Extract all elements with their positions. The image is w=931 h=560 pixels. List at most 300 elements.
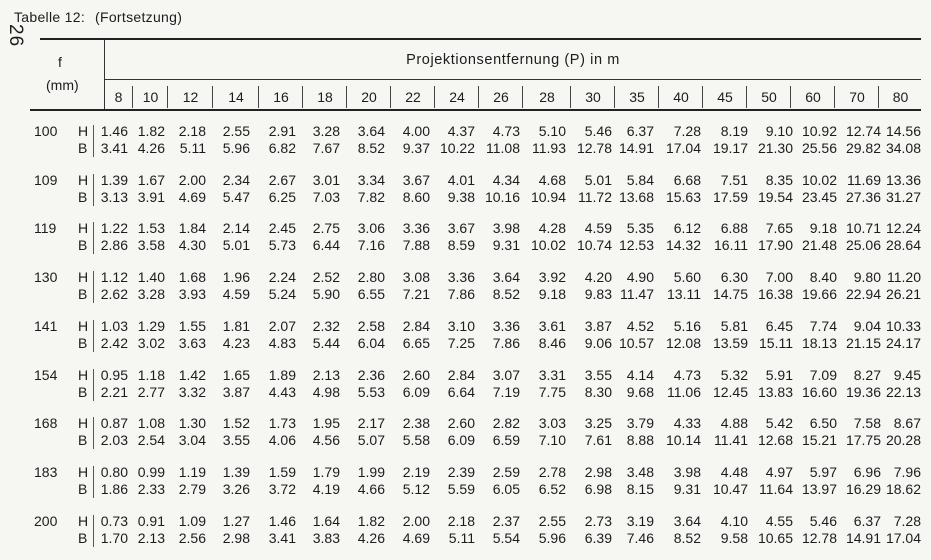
width-value-cell: 3.32 [178, 384, 206, 400]
width-value-cell: 10.14 [665, 432, 701, 448]
width-value-cell: 6.09 [447, 432, 475, 448]
width-value-cell: 8.60 [402, 189, 430, 205]
width-value-cell: 16.11 [714, 237, 748, 253]
height-value-cell: 5.91 [765, 367, 793, 383]
row-divider [93, 222, 94, 254]
height-row-label: H [78, 123, 89, 139]
width-value-cell: 13.59 [712, 335, 748, 351]
width-value-cell: 3.28 [137, 286, 165, 302]
height-value-cell: 1.64 [312, 513, 340, 529]
height-value-cell: 4.33 [673, 415, 701, 431]
width-value-cell: 20.28 [885, 432, 921, 448]
width-value-cell: 16.60 [801, 384, 837, 400]
height-value-cell: 4.68 [538, 172, 566, 188]
height-value-cell: 9.04 [853, 318, 881, 334]
width-value-cell: 2.98 [222, 530, 250, 546]
width-value-cell: 27.36 [845, 189, 881, 205]
height-value-cell: 2.84 [447, 367, 475, 383]
width-value-cell: 5.53 [357, 384, 385, 400]
height-value-cell: 8.35 [765, 172, 793, 188]
width-value-cell: 34.08 [885, 140, 921, 156]
height-value-cell: 2.17 [357, 415, 385, 431]
height-value-cell: 6.50 [809, 415, 837, 431]
width-value-cell: 4.69 [178, 189, 206, 205]
width-value-cell: 5.54 [492, 530, 520, 546]
width-value-cell: 7.86 [492, 335, 520, 351]
distance-header-cell: 16 [258, 86, 303, 108]
height-value-cell: 5.16 [673, 318, 701, 334]
width-value-cell: 9.31 [492, 237, 520, 253]
width-value-cell: 2.77 [137, 384, 165, 400]
height-value-cell: 3.87 [584, 318, 612, 334]
height-value-cell: 1.82 [137, 123, 165, 139]
width-value-cell: 6.25 [268, 189, 296, 205]
height-value-cell: 4.01 [447, 172, 475, 188]
width-value-cell: 2.54 [137, 432, 165, 448]
height-value-cell: 3.64 [673, 513, 701, 529]
width-value-cell: 19.54 [757, 189, 793, 205]
page-number: 26 [5, 24, 26, 48]
height-value-cell: 3.31 [538, 367, 566, 383]
height-value-cell: 3.48 [626, 464, 654, 480]
height-value-cell: 11.69 [847, 172, 881, 188]
height-value-cell: 6.68 [673, 172, 701, 188]
height-value-cell: 12.74 [845, 123, 881, 139]
width-value-cell: 8.59 [447, 237, 475, 253]
width-value-cell: 8.52 [673, 530, 701, 546]
height-value-cell: 1.18 [137, 367, 165, 383]
height-value-cell: 6.30 [720, 269, 748, 285]
height-value-cell: 4.37 [447, 123, 475, 139]
height-value-cell: 7.51 [720, 172, 748, 188]
height-value-cell: 3.08 [402, 269, 430, 285]
height-value-cell: 3.19 [626, 513, 654, 529]
height-value-cell: 2.19 [402, 464, 430, 480]
width-value-cell: 7.21 [402, 286, 430, 302]
height-value-cell: 1.03 [100, 318, 128, 334]
height-value-cell: 1.30 [178, 415, 206, 431]
width-value-cell: 9.83 [584, 286, 612, 302]
width-value-cell: 3.91 [137, 189, 165, 205]
width-value-cell: 4.43 [268, 384, 296, 400]
height-value-cell: 8.40 [809, 269, 837, 285]
height-value-cell: 1.52 [222, 415, 250, 431]
width-value-cell: 5.59 [447, 481, 475, 497]
width-value-cell: 4.56 [312, 432, 340, 448]
width-value-cell: 7.03 [312, 189, 340, 205]
width-value-cell: 7.86 [447, 286, 475, 302]
width-row-label: B [78, 481, 88, 497]
height-row-label: H [78, 269, 89, 285]
width-value-cell: 7.19 [492, 384, 520, 400]
width-value-cell: 21.30 [757, 140, 793, 156]
width-value-cell: 4.19 [312, 481, 340, 497]
height-value-cell: 0.80 [100, 464, 128, 480]
distance-header-cell: 26 [478, 86, 523, 108]
height-value-cell: 5.97 [809, 464, 837, 480]
width-value-cell: 10.22 [439, 140, 475, 156]
width-value-cell: 10.74 [576, 237, 612, 253]
height-value-cell: 2.98 [584, 464, 612, 480]
width-value-cell: 8.88 [626, 432, 654, 448]
width-value-cell: 6.59 [492, 432, 520, 448]
height-value-cell: 4.00 [402, 123, 430, 139]
height-value-cell: 3.61 [538, 318, 566, 334]
height-value-cell: 1.67 [137, 172, 165, 188]
height-value-cell: 10.02 [801, 172, 837, 188]
height-value-cell: 1.84 [178, 220, 206, 236]
height-value-cell: 3.67 [402, 172, 430, 188]
height-value-cell: 4.73 [673, 367, 701, 383]
height-value-cell: 7.09 [809, 367, 837, 383]
height-value-cell: 2.39 [447, 464, 475, 480]
height-value-cell: 4.88 [720, 415, 748, 431]
height-value-cell: 3.67 [447, 220, 475, 236]
width-value-cell: 17.04 [665, 140, 701, 156]
row-divider [93, 515, 94, 547]
width-value-cell: 6.09 [402, 384, 430, 400]
height-row-label: H [78, 318, 89, 334]
width-value-cell: 4.66 [357, 481, 385, 497]
height-value-cell: 5.42 [765, 415, 793, 431]
height-value-cell: 5.01 [584, 172, 612, 188]
width-value-cell: 18.62 [885, 481, 921, 497]
height-value-cell: 3.64 [492, 269, 520, 285]
width-row-label: B [78, 237, 88, 253]
width-value-cell: 2.86 [100, 237, 128, 253]
width-value-cell: 6.55 [357, 286, 385, 302]
height-value-cell: 4.28 [538, 220, 566, 236]
width-value-cell: 25.56 [801, 140, 837, 156]
width-value-cell: 10.16 [484, 189, 520, 205]
row-divider [93, 271, 94, 303]
width-value-cell: 11.93 [532, 140, 566, 156]
width-value-cell: 5.24 [268, 286, 296, 302]
width-value-cell: 3.41 [100, 140, 128, 156]
width-value-cell: 9.68 [626, 384, 654, 400]
width-value-cell: 15.21 [801, 432, 837, 448]
height-value-cell: 4.10 [720, 513, 748, 529]
height-row-label: H [78, 415, 89, 431]
width-value-cell: 2.56 [178, 530, 206, 546]
height-value-cell: 10.92 [801, 123, 837, 139]
height-value-cell: 7.96 [893, 464, 921, 480]
height-value-cell: 1.59 [268, 464, 296, 480]
width-value-cell: 6.65 [402, 335, 430, 351]
height-value-cell: 4.14 [626, 367, 654, 383]
distance-header-cell: 14 [212, 86, 259, 108]
width-value-cell: 13.97 [801, 481, 837, 497]
width-value-cell: 13.83 [757, 384, 793, 400]
height-value-cell: 4.48 [720, 464, 748, 480]
width-value-cell: 19.36 [845, 384, 881, 400]
height-value-cell: 5.84 [626, 172, 654, 188]
height-value-cell: 2.60 [402, 367, 430, 383]
height-value-cell: 2.00 [178, 172, 206, 188]
width-value-cell: 3.55 [222, 432, 250, 448]
height-value-cell: 4.34 [492, 172, 520, 188]
focal-length-value: 200 [34, 513, 58, 529]
height-value-cell: 1.40 [137, 269, 165, 285]
height-value-cell: 2.18 [447, 513, 475, 529]
width-value-cell: 3.13 [100, 189, 128, 205]
height-value-cell: 5.81 [720, 318, 748, 334]
height-value-cell: 2.52 [312, 269, 340, 285]
focal-length-value: 100 [34, 123, 58, 139]
width-value-cell: 3.93 [178, 286, 206, 302]
width-row-label: B [78, 432, 88, 448]
height-value-cell: 4.20 [584, 269, 612, 285]
height-value-cell: 1.27 [222, 513, 250, 529]
width-value-cell: 29.82 [845, 140, 881, 156]
distance-header-cell: 30 [570, 86, 615, 108]
height-value-cell: 1.46 [268, 513, 296, 529]
width-value-cell: 7.61 [584, 432, 612, 448]
width-value-cell: 10.65 [757, 530, 793, 546]
width-value-cell: 11.47 [620, 286, 654, 302]
height-value-cell: 1.81 [222, 318, 250, 334]
height-value-cell: 5.35 [626, 220, 654, 236]
row-divider [93, 369, 94, 401]
height-value-cell: 1.39 [100, 172, 128, 188]
width-value-cell: 5.44 [312, 335, 340, 351]
top-rule [40, 38, 921, 40]
height-value-cell: 4.59 [584, 220, 612, 236]
height-value-cell: 1.39 [222, 464, 250, 480]
height-value-cell: 11.20 [887, 269, 921, 285]
width-value-cell: 5.07 [357, 432, 385, 448]
width-value-cell: 5.47 [222, 189, 250, 205]
row-divider [93, 417, 94, 449]
height-value-cell: 4.90 [626, 269, 654, 285]
header-bottom-rule [30, 109, 921, 111]
width-row-label: B [78, 530, 88, 546]
height-value-cell: 7.28 [673, 123, 701, 139]
height-value-cell: 9.45 [893, 367, 921, 383]
width-value-cell: 17.04 [885, 530, 921, 546]
width-value-cell: 25.06 [845, 237, 881, 253]
height-value-cell: 2.84 [402, 318, 430, 334]
width-value-cell: 6.44 [312, 237, 340, 253]
width-value-cell: 16.29 [845, 481, 881, 497]
height-value-cell: 1.46 [100, 123, 128, 139]
height-value-cell: 0.87 [100, 415, 128, 431]
height-value-cell: 2.60 [447, 415, 475, 431]
width-value-cell: 6.64 [447, 384, 475, 400]
height-value-cell: 2.58 [357, 318, 385, 334]
distance-header-cell: 70 [834, 86, 879, 108]
width-value-cell: 11.06 [667, 384, 701, 400]
width-value-cell: 3.72 [268, 481, 296, 497]
height-value-cell: 13.36 [885, 172, 921, 188]
height-value-cell: 1.12 [100, 269, 128, 285]
width-row-label: B [78, 140, 88, 156]
height-value-cell: 2.80 [357, 269, 385, 285]
width-value-cell: 5.96 [538, 530, 566, 546]
height-value-cell: 5.32 [720, 367, 748, 383]
height-value-cell: 6.37 [626, 123, 654, 139]
width-value-cell: 11.64 [759, 481, 793, 497]
width-value-cell: 2.21 [100, 384, 128, 400]
row-divider [93, 174, 94, 206]
width-value-cell: 17.59 [712, 189, 748, 205]
distance-header-cell: 10 [132, 86, 168, 108]
width-value-cell: 7.46 [626, 530, 654, 546]
width-value-cell: 5.58 [402, 432, 430, 448]
width-value-cell: 6.04 [357, 335, 385, 351]
width-value-cell: 4.26 [137, 140, 165, 156]
height-value-cell: 2.55 [538, 513, 566, 529]
height-value-cell: 2.45 [268, 220, 296, 236]
width-value-cell: 3.87 [222, 384, 250, 400]
distance-header-cell: 12 [167, 86, 213, 108]
height-value-cell: 1.53 [137, 220, 165, 236]
width-value-cell: 31.27 [885, 189, 921, 205]
width-value-cell: 10.94 [530, 189, 566, 205]
width-value-cell: 1.70 [100, 530, 128, 546]
height-value-cell: 2.82 [492, 415, 520, 431]
width-value-cell: 19.17 [712, 140, 748, 156]
width-value-cell: 7.67 [312, 140, 340, 156]
width-value-cell: 11.41 [714, 432, 748, 448]
height-value-cell: 3.06 [357, 220, 385, 236]
width-value-cell: 3.04 [178, 432, 206, 448]
height-value-cell: 4.97 [765, 464, 793, 480]
width-value-cell: 13.68 [618, 189, 654, 205]
focal-length-value: 183 [34, 464, 58, 480]
width-value-cell: 9.38 [447, 189, 475, 205]
focal-length-value: 119 [34, 220, 57, 236]
width-value-cell: 7.25 [447, 335, 475, 351]
width-value-cell: 12.08 [665, 335, 701, 351]
width-value-cell: 3.41 [268, 530, 296, 546]
height-value-cell: 9.18 [809, 220, 837, 236]
height-value-cell: 3.25 [584, 415, 612, 431]
distance-header-cell: 22 [390, 86, 435, 108]
width-value-cell: 24.17 [885, 335, 921, 351]
height-value-cell: 1.68 [178, 269, 206, 285]
width-value-cell: 14.91 [845, 530, 881, 546]
height-value-cell: 3.64 [357, 123, 385, 139]
height-value-cell: 8.19 [720, 123, 748, 139]
height-value-cell: 1.65 [222, 367, 250, 383]
width-value-cell: 4.59 [222, 286, 250, 302]
height-value-cell: 1.08 [137, 415, 165, 431]
width-value-cell: 5.11 [179, 140, 206, 156]
height-row-label: H [78, 513, 89, 529]
width-value-cell: 23.45 [801, 189, 837, 205]
height-value-cell: 3.07 [492, 367, 520, 383]
focal-length-unit: (mm) [46, 77, 79, 93]
width-value-cell: 9.58 [720, 530, 748, 546]
width-value-cell: 3.58 [137, 237, 165, 253]
height-value-cell: 1.55 [178, 318, 206, 334]
width-value-cell: 7.10 [538, 432, 566, 448]
focal-length-value: 154 [34, 367, 58, 383]
width-value-cell: 9.18 [538, 286, 566, 302]
focal-length-value: 141 [34, 318, 58, 334]
height-value-cell: 1.96 [222, 269, 250, 285]
height-value-cell: 2.32 [312, 318, 340, 334]
width-value-cell: 12.53 [618, 237, 654, 253]
height-value-cell: 4.55 [765, 513, 793, 529]
height-value-cell: 2.00 [402, 513, 430, 529]
width-value-cell: 8.52 [357, 140, 385, 156]
distance-header-cell: 28 [522, 86, 571, 108]
height-value-cell: 0.73 [100, 513, 128, 529]
focal-length-value: 130 [34, 269, 58, 285]
height-value-cell: 0.95 [100, 367, 128, 383]
height-value-cell: 2.91 [268, 123, 296, 139]
width-value-cell: 12.45 [712, 384, 748, 400]
height-value-cell: 5.60 [673, 269, 701, 285]
height-value-cell: 3.10 [447, 318, 475, 334]
width-value-cell: 4.23 [222, 335, 250, 351]
row-divider [93, 466, 94, 498]
height-value-cell: 7.00 [765, 269, 793, 285]
height-value-cell: 1.99 [357, 464, 385, 480]
height-value-cell: 3.98 [673, 464, 701, 480]
width-value-cell: 4.69 [402, 530, 430, 546]
height-value-cell: 6.96 [853, 464, 881, 480]
height-value-cell: 7.65 [765, 220, 793, 236]
focal-length-label: f [58, 54, 62, 70]
height-value-cell: 3.28 [312, 123, 340, 139]
height-value-cell: 1.29 [137, 318, 165, 334]
width-value-cell: 7.88 [402, 237, 430, 253]
width-value-cell: 12.78 [576, 140, 612, 156]
height-value-cell: 2.73 [584, 513, 612, 529]
height-value-cell: 2.34 [222, 172, 250, 188]
height-value-cell: 4.73 [492, 123, 520, 139]
height-value-cell: 2.67 [268, 172, 296, 188]
projection-distance-label: Projektionsentfernung (P) in m [406, 52, 620, 68]
width-value-cell: 12.78 [801, 530, 837, 546]
height-value-cell: 14.56 [885, 123, 921, 139]
height-value-cell: 7.74 [809, 318, 837, 334]
width-value-cell: 4.30 [178, 237, 206, 253]
height-value-cell: 10.71 [845, 220, 881, 236]
width-value-cell: 17.75 [845, 432, 881, 448]
width-value-cell: 2.03 [100, 432, 128, 448]
height-value-cell: 3.79 [626, 415, 654, 431]
height-row-label: H [78, 464, 89, 480]
height-value-cell: 3.98 [492, 220, 520, 236]
height-value-cell: 1.79 [312, 464, 340, 480]
width-value-cell: 14.32 [665, 237, 701, 253]
distance-header-cell: 20 [346, 86, 391, 108]
distance-header-cell: 24 [434, 86, 479, 108]
width-value-cell: 2.79 [178, 481, 206, 497]
width-value-cell: 6.82 [268, 140, 296, 156]
height-value-cell: 2.13 [312, 367, 340, 383]
height-value-cell: 3.03 [538, 415, 566, 431]
height-value-cell: 3.36 [492, 318, 520, 334]
height-value-cell: 9.80 [853, 269, 881, 285]
width-value-cell: 15.63 [665, 189, 701, 205]
width-value-cell: 2.33 [137, 481, 165, 497]
height-value-cell: 2.75 [312, 220, 340, 236]
table-caption [14, 9, 182, 25]
width-value-cell: 4.06 [268, 432, 296, 448]
height-value-cell: 0.91 [137, 513, 165, 529]
distance-header-cell: 40 [658, 86, 703, 108]
width-value-cell: 17.90 [757, 237, 793, 253]
distance-header-cell: 45 [702, 86, 747, 108]
height-value-cell: 6.12 [673, 220, 701, 236]
height-value-cell: 3.36 [447, 269, 475, 285]
width-value-cell: 11.08 [486, 140, 520, 156]
